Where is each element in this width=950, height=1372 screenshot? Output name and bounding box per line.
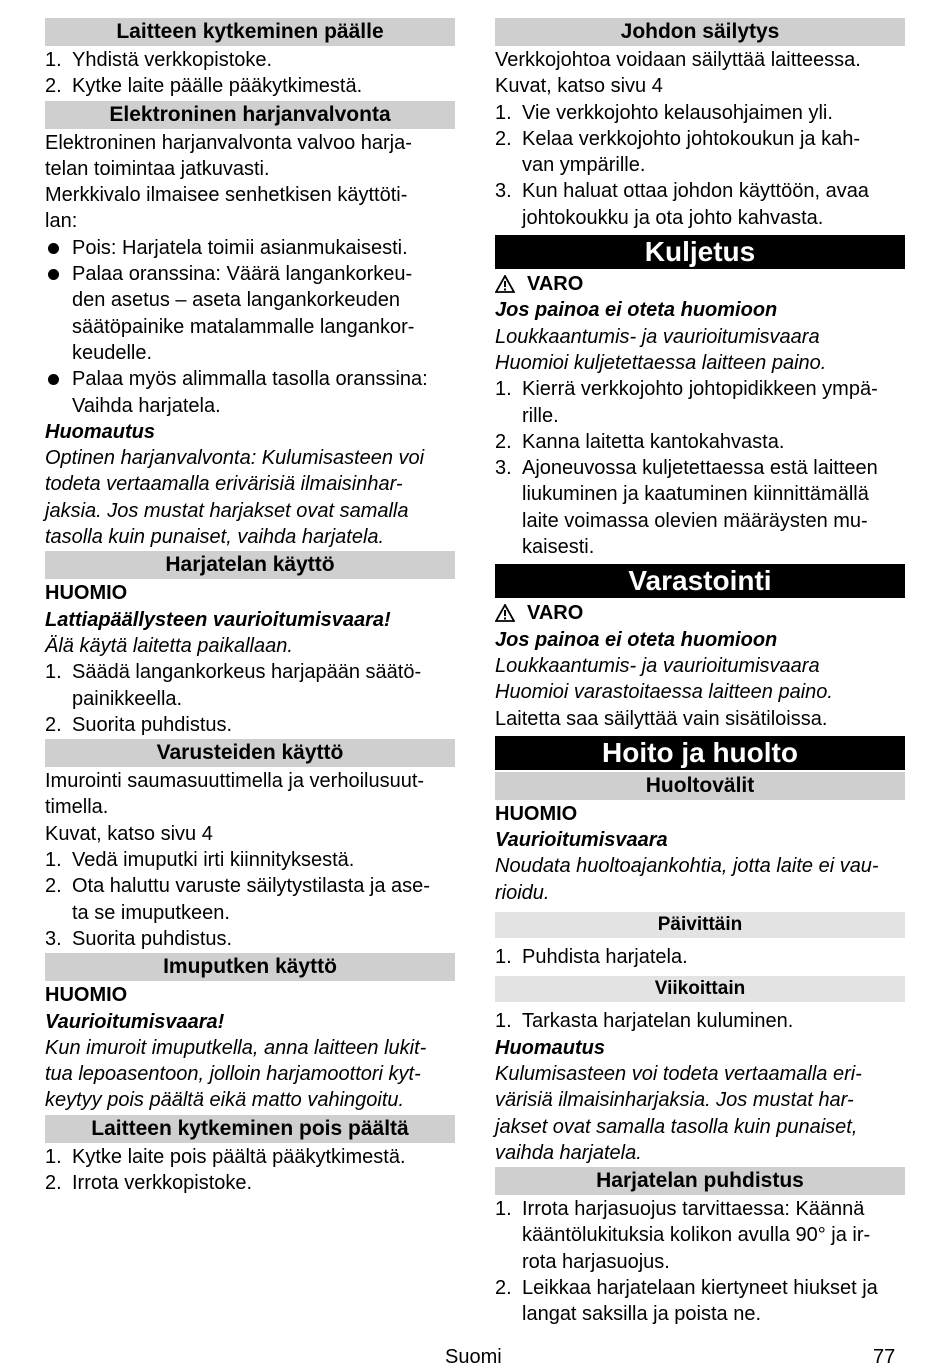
section-heading-suction-tube: Imuputken käyttö [45,953,455,981]
warning-line: VARO [495,271,905,297]
danger-text: rioidu. [495,881,550,904]
list-item: 1. Vie verkkojohto kelausohjaimen yli. [495,101,833,124]
danger-text: Älä käytä laitetta paikallaan. [45,634,293,657]
note-line: tasolla kuin punaiset, vaihda harjatela. [45,526,385,549]
note-label: Huomautus [45,420,155,443]
section-heading-intervals: Huoltovälit [495,772,905,800]
list-item: 2. Kanna laitetta kantokahvasta. [495,430,785,453]
bullet-icon [45,261,72,366]
danger-text: Loukkaantumis- ja vaurioitumisvaara [495,325,820,348]
danger-title: Vaurioitumisvaara! [45,1010,225,1033]
list-item: 1. Tarkasta harjatelan kuluminen. [495,1010,794,1033]
bullet-item: Pois: Harjatela toimii asianmukaisesti. [45,235,455,261]
danger-text: Huomioi varastoitaessa laitteen paino. [495,681,833,704]
danger-title: Vaurioitumisvaara [495,829,668,852]
note-line: todeta vertaamalla erivärisiä ilmaisinhar- [45,473,403,496]
footer-language: Suomi [445,1346,502,1368]
paragraph-line: Kuvat, katso sivu 4 [495,75,663,98]
danger-text: tua lepoasentoon, jolloin harjamoottori kyt- [45,1063,421,1086]
paragraph-line: telan toimintaa jatkuvasti. [45,157,270,180]
list-item: 1. Vedä imuputki irti kiinnityksestä. [45,849,355,872]
bullet-item: Palaa myös alimmalla tasolla oranssina: Vaihda harjatela. [45,366,455,419]
danger-title: Jos painoa ei oteta huomioon [495,628,778,651]
danger-title: Jos painoa ei oteta huomioon [495,299,778,322]
paragraph-line: Kuvat, katso sivu 4 [45,822,213,845]
subheading-daily: Päivittäin [495,912,905,938]
danger-text: Noudata huoltoajankohtia, jotta laite ei vau- [495,855,879,878]
list-item: 1. Kierrä verkkojohto johtopidikkeen ympä- rille. [495,378,878,427]
danger-text: Kun imuroit imuputkella, anna laitteen lukit- [45,1036,427,1059]
list-item: 2. Kelaa verkkojohto johtokoukun ja kah- van ympärille. [495,127,860,177]
section-heading-brush-roller-use: Harjatelan käyttö [45,551,455,579]
list-item: 1. Yhdistä verkkopistoke. [45,49,273,71]
list-item: 1. Säädä langankorkeus harjapään säätö- painikkeella. [45,661,422,710]
paragraph-line: Elektroninen harjanvalvonta valvoo harja- [45,131,412,154]
paragraph-line: Merkkivalo ilmaisee senhetkisen käyttöti- [45,184,408,207]
bullet-item: Palaa oranssina: Väärä langankorkeu- den asetus – aseta langankorkeuden säätöpainike matalammalle langankor- keudelle. [45,261,455,366]
paragraph-line: Laitetta saa säilyttää vain sisätiloissa. [495,707,828,730]
list-item: 3. Suorita puhdistus. [45,927,233,950]
page-number: 77 [873,1346,896,1368]
list-item: 2. Irrota verkkopistoke. [45,1171,253,1194]
paragraph-line: lan: [45,210,78,233]
notice-label: HUOMIO [45,984,128,1007]
section-heading-accessories: Varusteiden käyttö [45,739,455,767]
note-line: vaihda harjatela. [495,1141,642,1164]
list-item: 1. Puhdista harjatela. [495,946,688,969]
paragraph-line: timella. [45,796,109,819]
list-item: 2. Leikkaa harjatelaan kiertyneet hiukset ja langat saksilla ja poista ne. [495,1276,878,1326]
note-line: värisiä ilmaisinharjaksia. Jos mustat har- [495,1089,854,1112]
list-item: 3. Kun haluat ottaa johdon käyttöön, avaa johtokoukku ja ota johto kahvasta. [495,180,869,229]
notice-label: HUOMIO [495,802,578,825]
section-heading-power-off: Laitteen kytkeminen pois päältä [45,1115,455,1143]
chapter-heading-storage: Varastointi [495,564,905,598]
warning-triangle-icon [495,275,515,293]
danger-text: keytyy pois päältä eikä matto vahingoitu. [45,1089,405,1112]
notice-label: HUOMIO [45,582,128,605]
paragraph-line: Imurointi saumasuuttimella ja verhoilusuut- [45,770,425,793]
list-item: 1. Kytke laite pois päältä pääkytkimestä. [45,1145,406,1168]
list-item: 1. Irrota harjasuojus tarvittaessa: Käännä kääntölukituksia kolikon avulla 90° ja ir- rota harjasuojus. [495,1198,871,1273]
bullet-icon [45,235,72,261]
note-line: Optinen harjanvalvonta: Kulumisasteen voi [45,447,425,470]
list-item: 2. Kytke laite päälle pääkytkimestä. [45,75,363,98]
section-heading-brush-cleaning: Harjatelan puhdistus [495,1167,905,1195]
warning-triangle-icon [495,604,515,622]
subheading-weekly: Viikoittain [495,976,905,1002]
chapter-heading-transport: Kuljetus [495,235,905,269]
note-line: Kulumisasteen voi todeta vertaamalla eri- [495,1062,862,1085]
section-heading-brush-monitoring: Elektroninen harjanvalvonta [45,101,455,129]
bullet-icon [45,366,72,419]
list-item: 2. Ota haluttu varuste säilytystilasta ja ase- ta se imuputkeen. [45,875,430,924]
list-item: 3. Ajoneuvossa kuljetettaessa estä laitteen liukuminen ja kaatuminen kiinnittämällä laite voimassa olevien määräysten mu- kaisesti. [495,457,878,559]
chapter-heading-maintenance: Hoito ja huolto [495,736,905,770]
paragraph-line: Verkkojohtoa voidaan säilyttää laitteessa. [495,49,861,71]
left-column [45,17,455,1196]
danger-text: Loukkaantumis- ja vaurioitumisvaara [495,654,820,677]
danger-text: Huomioi kuljetettaessa laitteen paino. [495,351,827,374]
right-column [495,17,905,1328]
note-line: jakset ovat samalla tasolla kuin punaiset, [495,1115,858,1138]
section-heading-cord-storage: Johdon säilytys [495,18,905,46]
list-item: 2. Suorita puhdistus. [45,713,233,736]
section-heading-power-on: Laitteen kytkeminen päälle [45,18,455,46]
note-label: Huomautus [495,1036,605,1059]
note-line: jaksia. Jos mustat harjakset ovat samalla [45,499,409,522]
danger-title: Lattiapäällysteen vaurioitumisvaara! [45,608,391,631]
warning-line: VARO [495,600,905,626]
